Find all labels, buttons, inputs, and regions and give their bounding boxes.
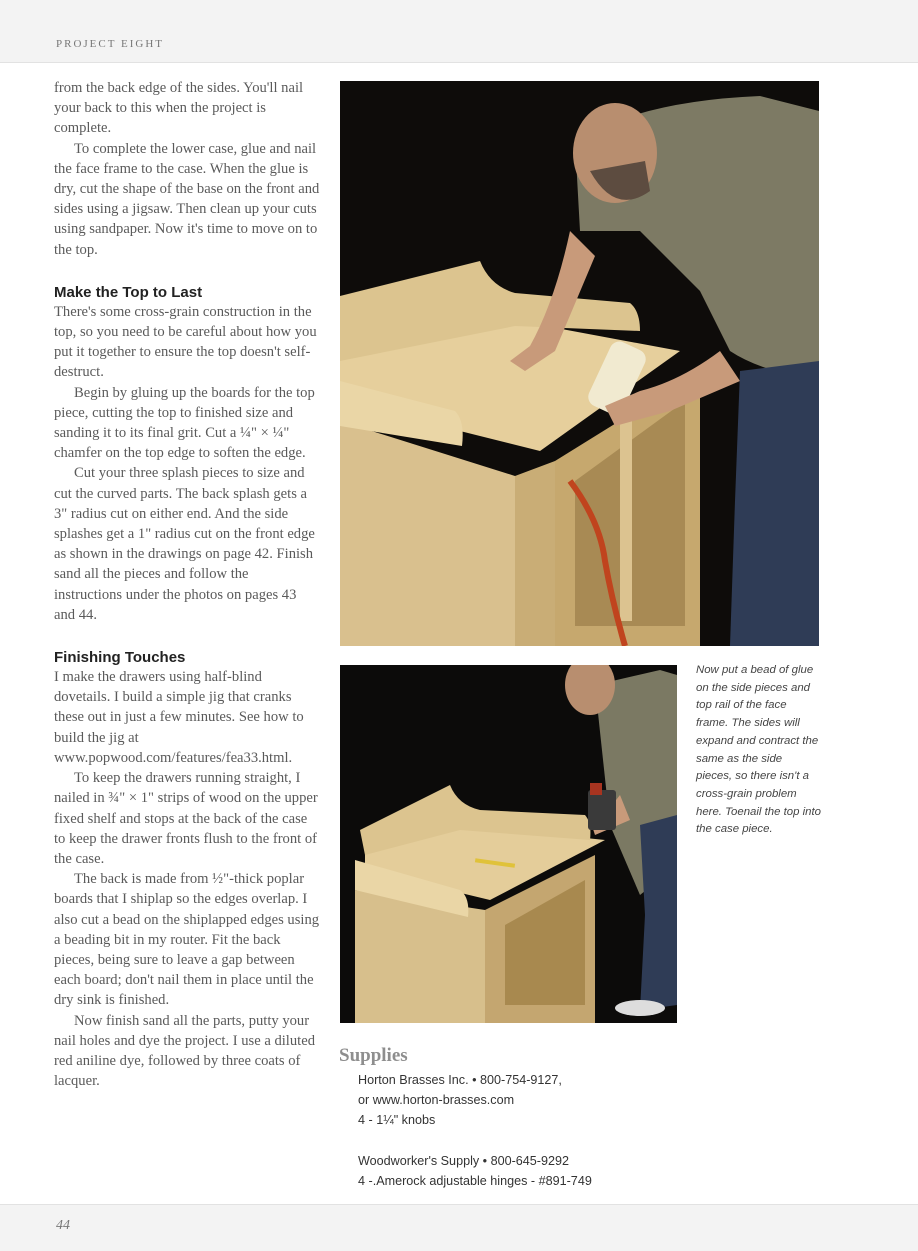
paragraph: The back is made from ½"-thick poplar boards that I shiplap so the edges overlap. I also cut a bead on the shiplapped edges using a beading bit in my router. Fit the back pieces, being sure to leave a gap between each board; don't nail them in place until the dry sink is finished. xyxy=(54,871,320,1009)
article-column xyxy=(54,78,320,1091)
paragraph: Begin by gluing up the boards for the top piece, cutting the top to finished size and sanding it to its final grit. Cut a ¼" × ¼" chamfer on the top edge to soften the edge. xyxy=(54,384,315,462)
running-head: PROJECT EIGHT xyxy=(56,38,164,50)
paragraph: Now finish sand all the parts, putty your nail holes and dye the project. I use a diluted red aniline dye, followed by three coats of lacquer. xyxy=(54,1012,315,1090)
paragraph: from the back edge of the sides. You'll nail your back to this when the project is complete. xyxy=(54,80,304,137)
supplies-heading: Supplies xyxy=(339,1045,408,1066)
photo-nailing-top xyxy=(340,665,677,1023)
section-heading: Finishing Touches xyxy=(54,649,186,667)
photo-caption: Now put a bead of glue on the side pieces and top rail of the face frame. The sides will expand and contract the same as the side pieces, so there isn't a cross-grain problem here. Toenail the top into the case piece. xyxy=(696,664,821,836)
spacer xyxy=(358,1131,592,1151)
supplies-list xyxy=(358,1070,592,1191)
supplies-line: 4 -.Amerock adjustable hinges - #891-749 xyxy=(358,1174,592,1188)
paragraph: There's some cross-grain construction in the top, so you need to be careful about how you put it together to ensure the top doesn't self-destruct. xyxy=(54,303,317,381)
supplies-line: 4 - 1¼" knobs xyxy=(358,1113,436,1128)
supplies-line: Woodworker's Supply • 800-645-9292 xyxy=(358,1153,570,1168)
supplies-line: Horton Brasses Inc. • 800-754-9127, xyxy=(358,1073,562,1087)
paragraph: Cut your three splash pieces to size and cut the curved parts. The back splash gets a 3" radius cut on either end. And the side splashes get a 1" radius cut on the front edge as shown in the drawings on page 42. Finish sand all the pieces and follow the instructions under the photos on pages 43 and 44. xyxy=(54,465,315,623)
page-number: 44 xyxy=(56,1218,70,1233)
paragraph: I make the drawers using half-blind dovetails. I build a simple jig that cranks these out in just a few minutes. See how to build the jig at www.popwood.com/features/fea33.html. xyxy=(54,669,304,766)
header-band xyxy=(0,0,918,63)
supplies-line: or www.horton-brasses.com xyxy=(358,1093,515,1108)
footer-band xyxy=(0,1204,918,1251)
section-heading: Make the Top to Last xyxy=(54,283,203,301)
paragraph: To keep the drawers running straight, I nailed in ¾" × 1" strips of wood on the upper fixed shelf and stops at the back of the case to keep the drawer fronts flush to the front of the case. xyxy=(54,770,318,867)
paragraph: To complete the lower case, glue and nail the face frame to the case. When the glue is dry, cut the shape of the base on the front and sides using a jigsaw. Then clean up your cuts using sandpaper. Now it's time to move on to the top. xyxy=(54,140,320,258)
photo-gluing-top xyxy=(340,81,819,646)
